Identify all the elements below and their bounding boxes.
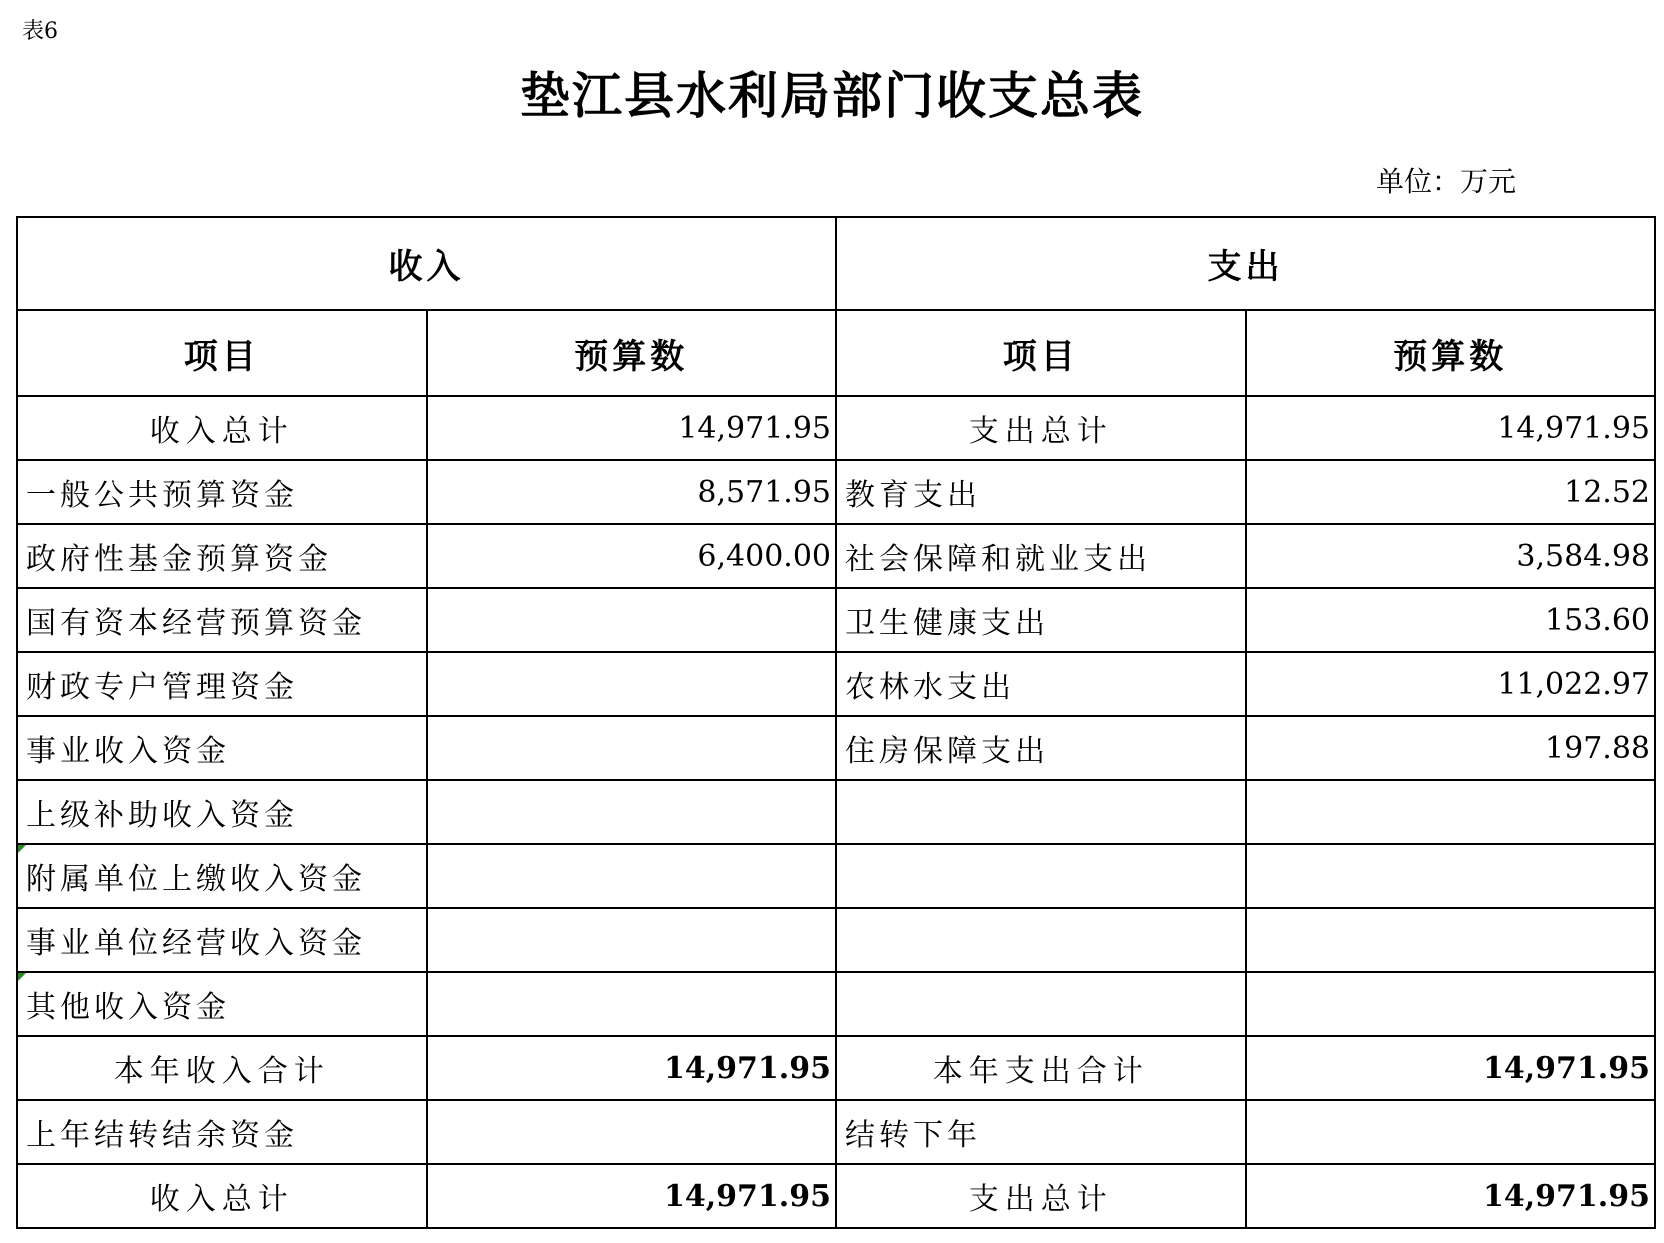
table-row [17, 396, 1655, 460]
expense-value: 14,971.95 [1246, 1036, 1656, 1100]
expense-value: 11,022.97 [1246, 652, 1656, 716]
expense-item: 支出总计 [836, 396, 1246, 460]
income-item: 事业单位经营收入资金 [17, 908, 427, 972]
expense-value: 12.52 [1246, 460, 1656, 524]
income-item: 上级补助收入资金 [17, 780, 427, 844]
expense-item [836, 972, 1246, 1036]
income-item-header: 项目 [17, 310, 427, 396]
table-row [17, 844, 1655, 908]
unit-label: 单位：万元 [1376, 165, 1517, 198]
table-row [17, 524, 1655, 588]
income-item: 收入总计 [17, 396, 427, 460]
table-number: 表6 [22, 19, 58, 44]
expense-item [836, 908, 1246, 972]
expense-item: 本年支出合计 [836, 1036, 1246, 1100]
table-row [17, 460, 1655, 524]
income-value [427, 588, 837, 652]
income-header: 收入 [17, 217, 836, 310]
expense-item [836, 844, 1246, 908]
income-value: 6,400.00 [427, 524, 837, 588]
table-row [17, 652, 1655, 716]
budget-summary-table [16, 216, 1656, 1229]
expense-value [1246, 908, 1656, 972]
income-item: 上年结转结余资金 [17, 1100, 427, 1164]
income-item: 事业收入资金 [17, 716, 427, 780]
income-value: 8,571.95 [427, 460, 837, 524]
expense-item-header: 项目 [836, 310, 1246, 396]
table-row [17, 588, 1655, 652]
expense-budget-header: 预算数 [1246, 310, 1656, 396]
expense-value [1246, 780, 1656, 844]
expense-value: 3,584.98 [1246, 524, 1656, 588]
income-value [427, 908, 837, 972]
income-value: 14,971.95 [427, 396, 837, 460]
expense-value: 14,971.95 [1246, 1164, 1656, 1228]
income-value: 14,971.95 [427, 1164, 837, 1228]
income-item: 本年收入合计 [17, 1036, 427, 1100]
income-item: 政府性基金预算资金 [17, 524, 427, 588]
income-value [427, 972, 837, 1036]
income-value: 14,971.95 [427, 1036, 837, 1100]
expense-item [836, 780, 1246, 844]
table-row [17, 908, 1655, 972]
expense-item: 卫生健康支出 [836, 588, 1246, 652]
income-item: 附属单位上缴收入资金 [17, 844, 427, 908]
expense-value [1246, 844, 1656, 908]
income-value [427, 716, 837, 780]
income-item: 其他收入资金 [17, 972, 427, 1036]
income-item: 一般公共预算资金 [17, 460, 427, 524]
expense-item: 社会保障和就业支出 [836, 524, 1246, 588]
expense-item: 结转下年 [836, 1100, 1246, 1164]
expense-value: 197.88 [1246, 716, 1656, 780]
expense-item: 农林水支出 [836, 652, 1246, 716]
income-value [427, 1100, 837, 1164]
income-item: 收入总计 [17, 1164, 427, 1228]
table-row [17, 716, 1655, 780]
table-row [17, 1036, 1655, 1100]
income-value [427, 652, 837, 716]
expense-item: 教育支出 [836, 460, 1246, 524]
expense-item: 支出总计 [836, 1164, 1246, 1228]
income-budget-header: 预算数 [427, 310, 837, 396]
expense-header: 支出 [836, 217, 1655, 310]
income-item: 国有资本经营预算资金 [17, 588, 427, 652]
table-header-row [17, 217, 1655, 310]
income-value [427, 780, 837, 844]
expense-value [1246, 972, 1656, 1036]
expense-item: 住房保障支出 [836, 716, 1246, 780]
page-title: 垫江县水利局部门收支总表 [520, 67, 1144, 125]
expense-value [1246, 1100, 1656, 1164]
table-row [17, 972, 1655, 1036]
table-row [17, 1100, 1655, 1164]
table-row [17, 780, 1655, 844]
income-item: 财政专户管理资金 [17, 652, 427, 716]
income-value [427, 844, 837, 908]
expense-value: 153.60 [1246, 588, 1656, 652]
table-row [17, 1164, 1655, 1228]
table-subheader-row [17, 310, 1655, 396]
expense-value: 14,971.95 [1246, 396, 1656, 460]
